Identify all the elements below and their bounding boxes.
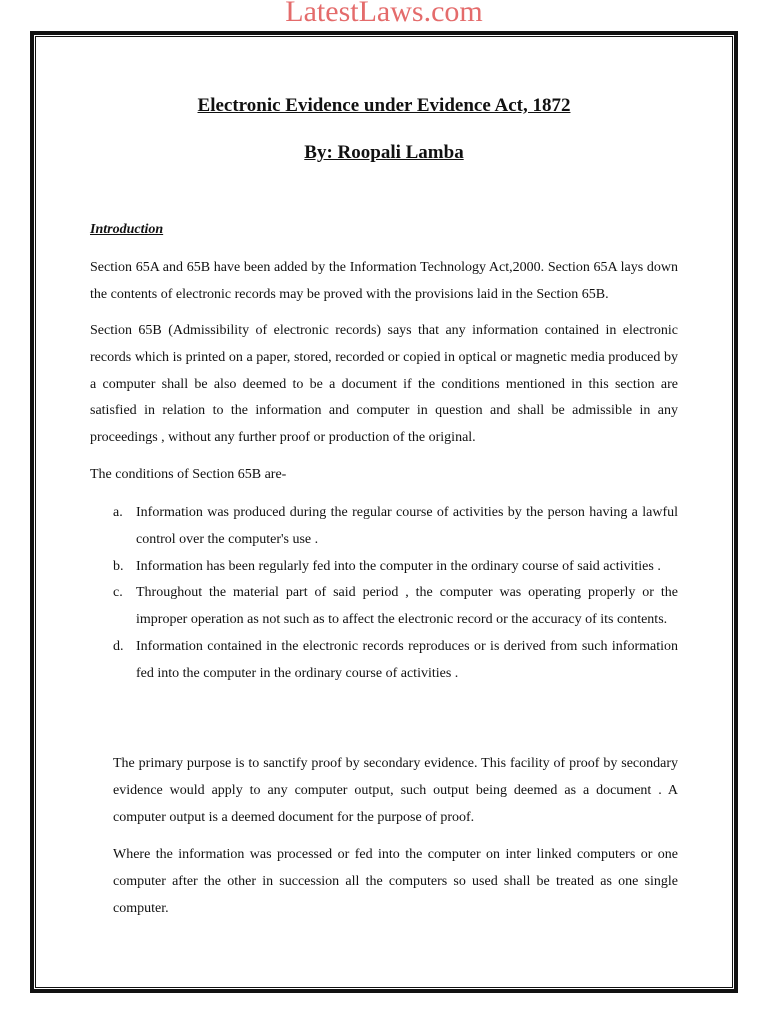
- list-item: [113, 554, 678, 581]
- section-heading-introduction: Introduction: [90, 222, 164, 237]
- document-byline: By: Roopali Lamba: [304, 142, 464, 163]
- paragraph: Where the information was processed or fed into the computer on inter linked computers or one computer after the other in succession all the computers so used shall be treated as one single computer.: [113, 847, 678, 916]
- list-item: [113, 634, 678, 688]
- paragraph: Section 65B (Admissibility of electronic records) says that any information contained in electronic records which is printed on a paper, stored, recorded or copied in optical or magnetic media produced by a computer shall be also deemed to be a document if the conditions mentioned in this section are satisfied in relation to the information and computer in question and shall be admissible in any proceedings , without any further proof or production of the original.: [90, 323, 678, 446]
- watermark: LatestLaws.com: [285, 0, 483, 28]
- list-item-text: Information contained in the electronic records reproduces or is derived from such information fed into the computer in the ordinary course of activities .: [136, 638, 678, 681]
- list-item: [113, 580, 678, 634]
- document-title: Electronic Evidence under Evidence Act, 1872: [197, 95, 571, 116]
- list-marker: d.: [113, 638, 124, 654]
- list-marker: a.: [113, 505, 123, 520]
- paragraph: Section 65A and 65B have been added by the Information Technology Act,2000. Section 65A lays down the contents of electronic records may be proved with the provisions laid in the Section 65B.: [90, 260, 678, 302]
- list-item-text: Information was produced during the regular course of activities by the person having a lawful control over the computer's use .: [136, 505, 678, 547]
- list-item-text: Throughout the material part of said period , the computer was operating properly or the improper operation as not such as to affect the electronic record or the accuracy of its contents.: [136, 585, 678, 628]
- list-marker: c.: [113, 585, 123, 601]
- paragraph: The primary purpose is to sanctify proof by secondary evidence. This facility of proof by secondary evidence would apply to any computer output, such output being deemed as a document . A computer output is a deemed document for the purpose of proof.: [113, 756, 678, 825]
- conditions-list: [113, 500, 678, 688]
- list-marker: b.: [113, 558, 124, 574]
- list-item: [113, 500, 678, 554]
- list-item-text: Information has been regularly fed into the computer in the ordinary course of said activities .: [136, 558, 661, 574]
- conditions-intro: The conditions of Section 65B are-: [90, 467, 287, 482]
